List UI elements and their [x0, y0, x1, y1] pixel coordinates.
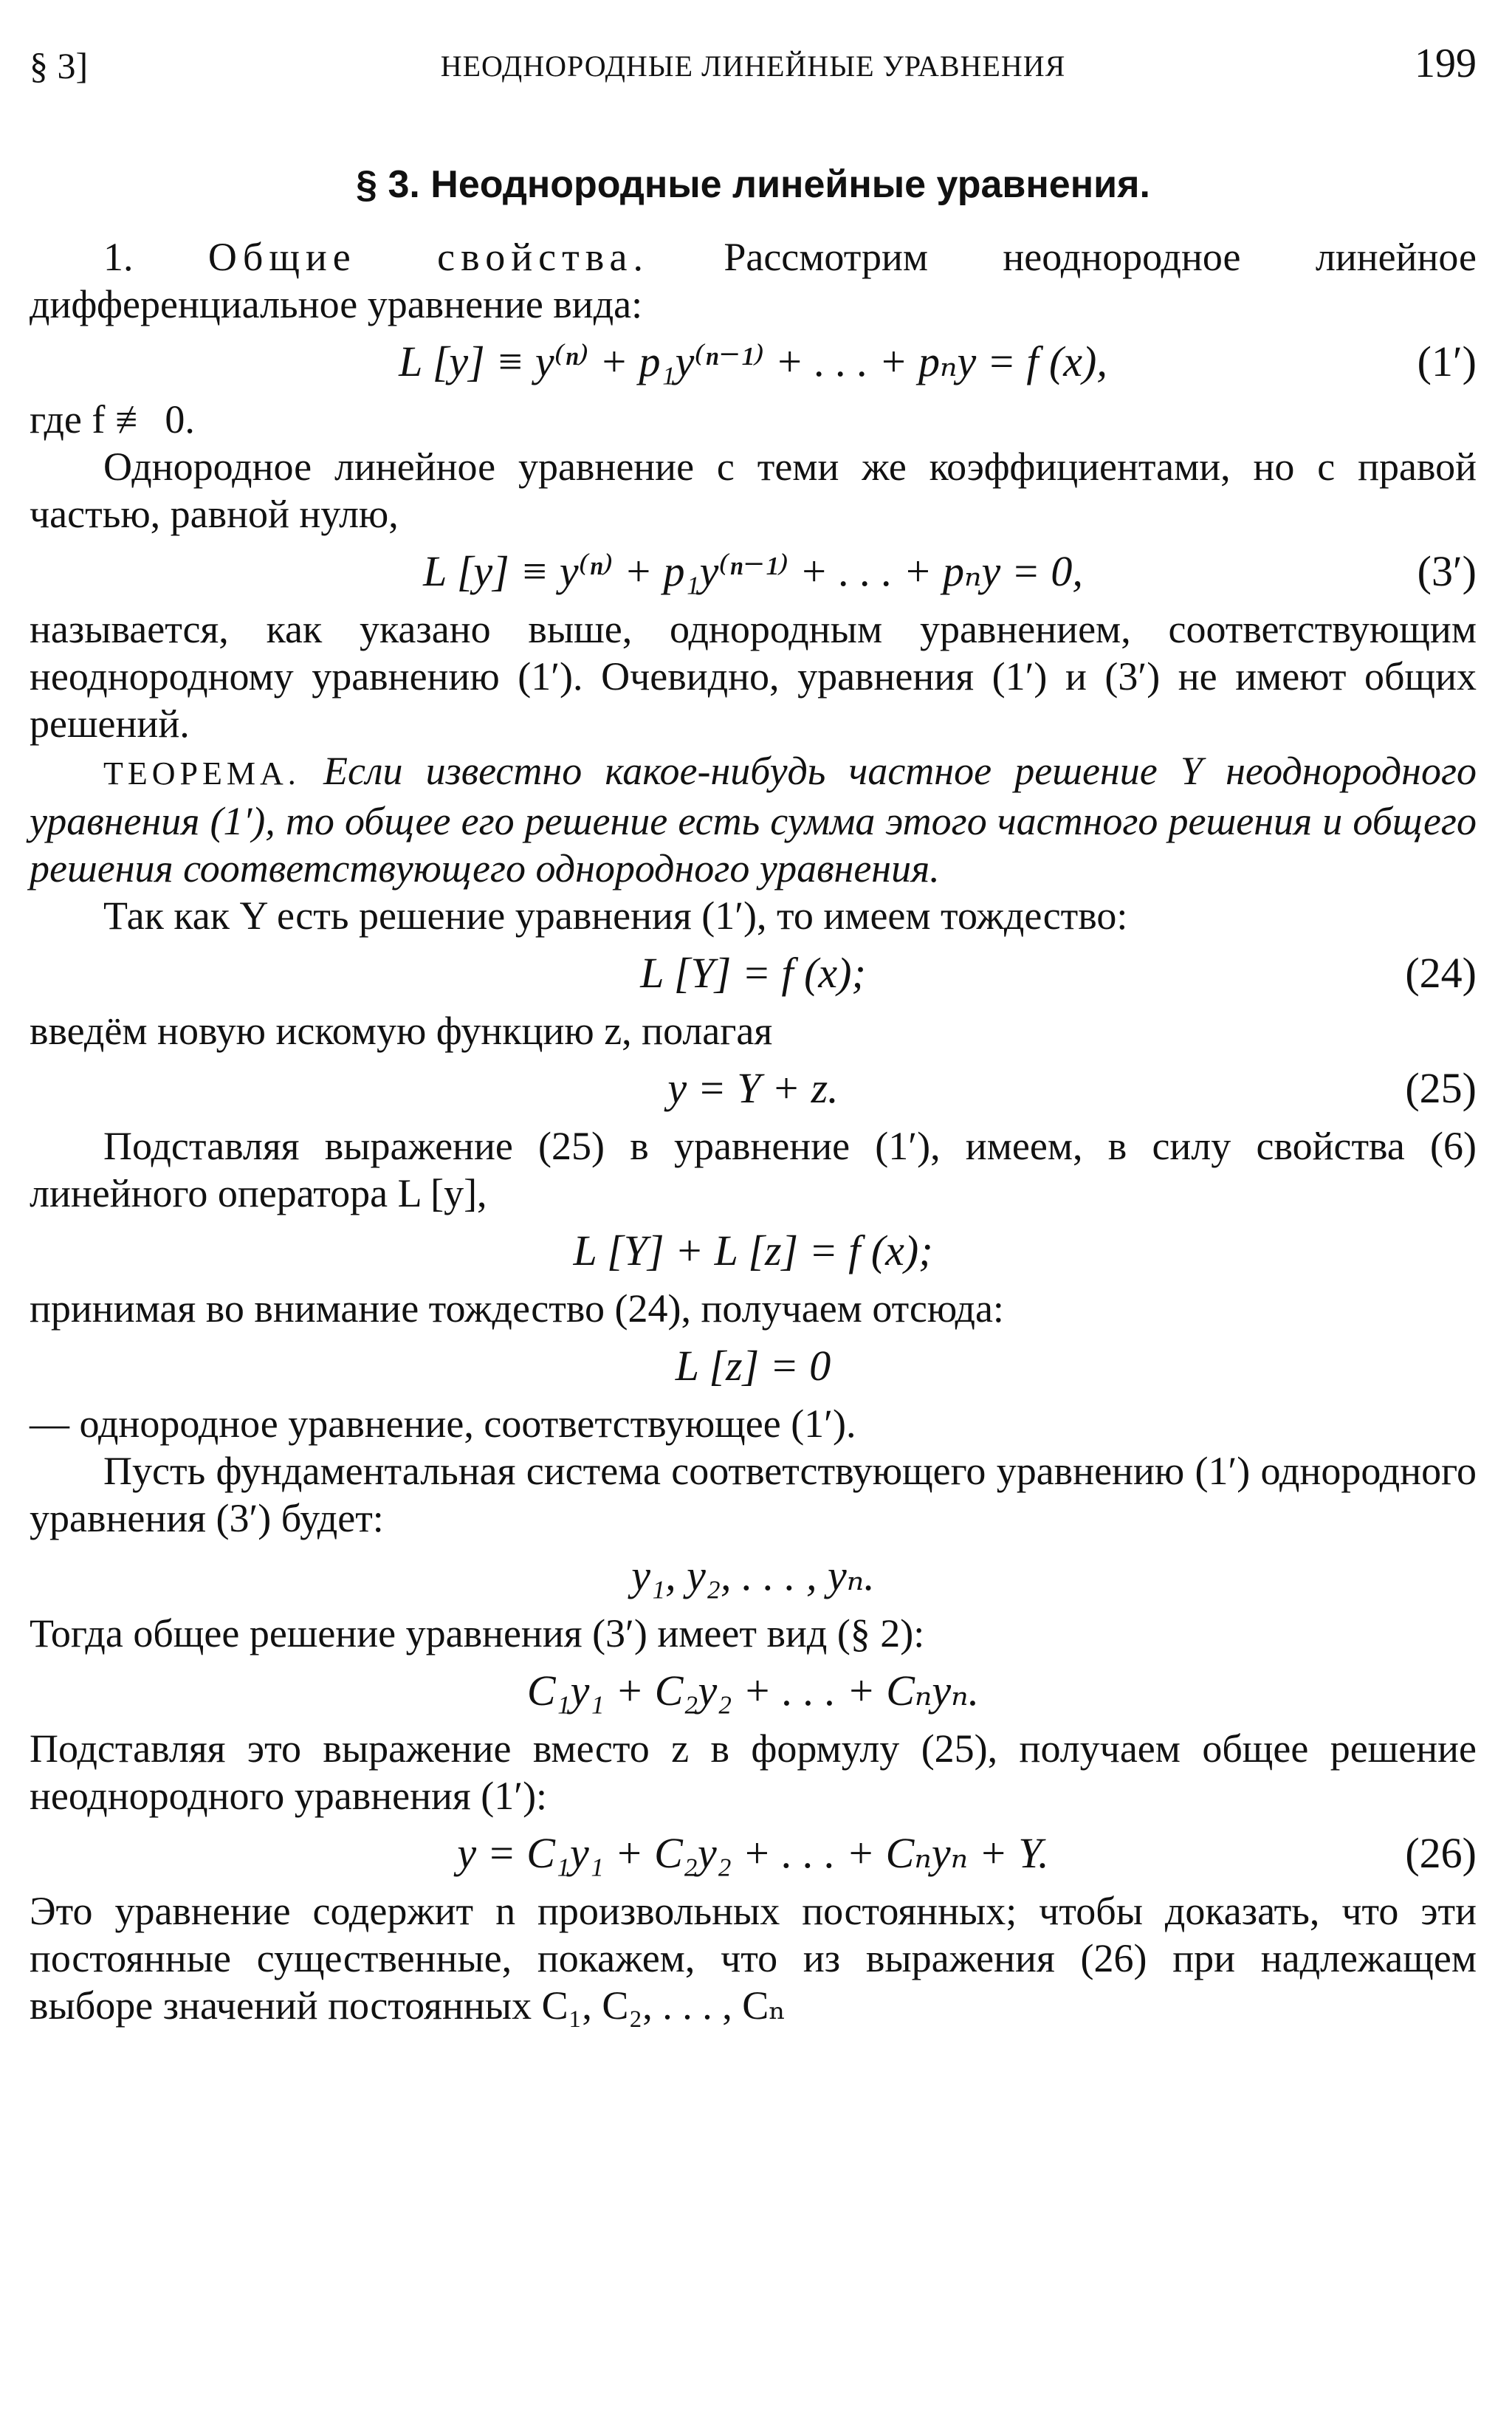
equation-24 [30, 939, 1477, 1007]
equation-body: y = Y + z. [667, 1064, 839, 1112]
equation-body: L [Y] = f (x); [640, 949, 866, 997]
book-page [30, 30, 1477, 2392]
equation-sum [30, 1217, 1477, 1285]
paragraph-taking-into-account: принимая во внимание тождество (24), получаем отсюда: [30, 1286, 1004, 1331]
paragraph-called: называется, как указано выше, однородным уравнением, соответствующим неоднородному уравнению (1′). Очевидно, уравнения (1′) и (3′) не имеют общих решений. [30, 607, 1477, 746]
equation-25 [30, 1054, 1477, 1122]
equation-body: L [y] ≡ y⁽ⁿ⁾ + p₁y⁽ⁿ⁻¹⁾ + . . . + pₙy = f (x), [399, 337, 1107, 385]
page-header [30, 30, 1477, 103]
paragraph-fundamental-system: Пусть фундаментальная система соответствующего уравнению (1′) однородного уравнения (3′) будет: [30, 1449, 1477, 1540]
running-title: НЕОДНОРОДНЫЕ ЛИНЕЙНЫЕ УРАВНЕНИЯ [440, 49, 1066, 83]
equation-tag: (25) [1405, 1064, 1477, 1112]
section-title: § 3. Неоднородные линейные уравнения. [356, 163, 1150, 206]
equation-homogeneous-z [30, 1332, 1477, 1400]
equation-1prime [30, 328, 1477, 396]
equation-tag: (1′) [1417, 337, 1477, 385]
equation-body: y₁, y₂, . . . , yₙ. [631, 1551, 875, 1599]
theorem-text: Если известно какое-нибудь частное решение Y неоднородного уравнения (1′), то общее его решение есть сумма этого частного решения и общего решения соответствующего однородного уравнения. [30, 749, 1477, 891]
paragraph-general-properties [30, 233, 1477, 328]
subsection-heading: Общие свойства. [207, 235, 649, 279]
paragraph-identity: Так как Y есть решение уравнения (1′), то имеем тождество: [103, 893, 1128, 938]
equation-3prime [30, 538, 1477, 605]
item-number: 1. [103, 235, 134, 279]
equation-tag: (24) [1405, 949, 1477, 997]
equation-fundamental-system [30, 1542, 1477, 1610]
paragraph-homogeneous-corresponding: — однородное уравнение, соответствующее (1′). [30, 1401, 856, 1446]
paragraph-homogeneous: Однородное линейное уравнение с теми же коэффициентами, но с правой частью, равной нулю, [30, 445, 1477, 536]
equation-body: L [z] = 0 [675, 1342, 831, 1390]
paragraph-substituting: Подставляя выражение (25) в уравнение (1′), имеем, в силу свойства (6) линейного оператора L [y], [30, 1124, 1477, 1215]
theorem [30, 747, 1477, 892]
paragraph-new-function: введём новую искомую функцию z, полагая [30, 1009, 773, 1053]
equation-tag: (26) [1405, 1829, 1477, 1877]
equation-body: L [y] ≡ y⁽ⁿ⁾ + p₁y⁽ⁿ⁻¹⁾ + . . . + pₙy = 0, [423, 547, 1083, 595]
equation-body: y = C₁y₁ + C₂y₂ + . . . + Cₙyₙ + Y. [457, 1829, 1049, 1877]
equation-general-homogeneous [30, 1657, 1477, 1725]
paragraph-text: Рассмотрим неоднородное линейное дифференциальное уравнение вида: [30, 235, 1477, 326]
page-number: 199 [1415, 41, 1477, 86]
section-reference: § 3] [30, 45, 89, 86]
paragraph-general-solution: Тогда общее решение уравнения (3′) имеет вид (§ 2): [30, 1611, 925, 1655]
paragraph-arbitrary-constants: Это уравнение содержит n произвольных постоянных; чтобы доказать, что эти постоянные существенные, покажем, что из выражения (26) при надлежащем выборе значений постоянных C₁, C₂, . . . , Cₙ [30, 1889, 1477, 2028]
equation-body: C₁y₁ + C₂y₂ + . . . + Cₙyₙ. [526, 1667, 980, 1715]
equation-tag: (3′) [1417, 547, 1477, 595]
paragraph-substituting-expression: Подставляя это выражение вместо z в формулу (25), получаем общее решение неоднородного уравнения (1′): [30, 1726, 1477, 1818]
equation-26 [30, 1819, 1477, 1887]
equation-body: L [Y] + L [z] = f (x); [573, 1226, 933, 1274]
paragraph-condition: где f ≢ 0. [30, 397, 195, 442]
theorem-label: ТЕОРЕМА. [103, 755, 300, 792]
